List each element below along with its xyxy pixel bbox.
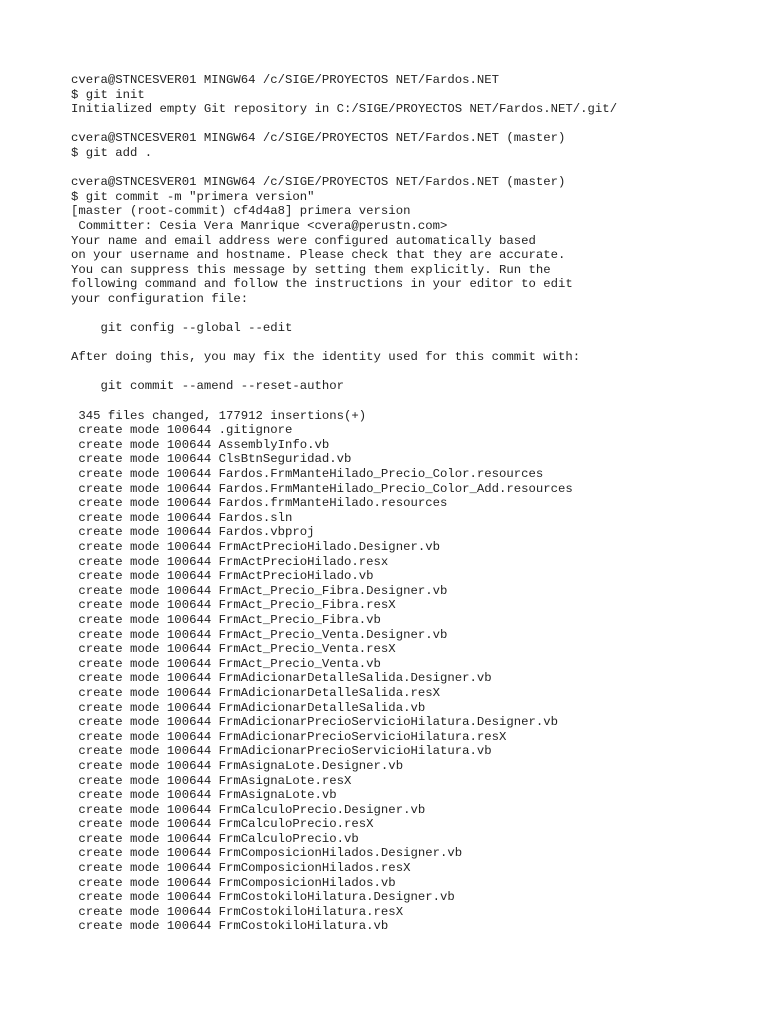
terminal-line: create mode 100644 FrmCostokiloHilatura.Designer.vb [71,890,455,905]
terminal-line: 345 files changed, 177912 insertions(+) [71,408,367,423]
terminal-line: create mode 100644 FrmAsignaLote.vb [71,788,337,803]
terminal-line: cvera@STNCESVER01 MINGW64 /c/SIGE/PROYECTOS NET/Fardos.NET [71,73,500,87]
terminal-line: create mode 100644 FrmAdicionarPrecioServicioHilatura.resX [71,729,507,744]
terminal-line: create mode 100644 Fardos.frmManteHilado.resources [71,496,448,511]
terminal-line: create mode 100644 FrmAdicionarDetalleSalida.resX [71,685,440,700]
terminal-line: create mode 100644 FrmAsignaLote.Designer.vb [71,758,404,773]
terminal-line: create mode 100644 ClsBtnSeguridad.vb [71,452,352,467]
terminal-line: create mode 100644 FrmActPrecioHilado.resx [71,554,389,569]
terminal-line: create mode 100644 .gitignore [71,423,293,438]
terminal-line: following command and follow the instructions in your editor to edit [71,277,573,292]
blank-line [71,336,761,351]
terminal-line: create mode 100644 FrmCostokiloHilatura.resX [71,904,404,919]
terminal-line: cvera@STNCESVER01 MINGW64 /c/SIGE/PROYECTOS NET/Fardos.NET (master) [71,131,566,146]
blank-line [71,161,761,176]
terminal-line: git commit --amend --reset-author [71,379,345,394]
terminal-line: $ git add . [71,145,153,160]
terminal-line: cvera@STNCESVER01 MINGW64 /c/SIGE/PROYECTOS NET/Fardos.NET (master) [71,175,566,190]
terminal-line: create mode 100644 FrmAct_Precio_Fibra.resX [71,598,396,613]
terminal-line: create mode 100644 Fardos.FrmManteHilado_Precio_Color.resources [71,467,544,482]
terminal-line: [master (root-commit) cf4d4a8] primera version [71,204,411,219]
blank-line [71,117,761,132]
terminal-line: create mode 100644 Fardos.FrmManteHilado_Precio_Color_Add.resources [71,481,573,496]
blank-line [71,365,761,380]
terminal-transcript [71,73,761,934]
terminal-line: create mode 100644 FrmAdicionarDetalleSalida.vb [71,700,426,715]
terminal-line: $ git commit -m "primera version" [71,189,315,204]
terminal-line: create mode 100644 FrmComposicionHilados.vb [71,875,396,890]
terminal-line: create mode 100644 FrmActPrecioHilado.Designer.vb [71,540,440,554]
terminal-line: your configuration file: [71,291,249,306]
terminal-line: create mode 100644 FrmActPrecioHilado.vb [71,569,374,584]
terminal-line: create mode 100644 FrmAct_Precio_Fibra.Designer.vb [71,583,448,598]
terminal-line: Initialized empty Git repository in C:/SIGE/PROYECTOS NET/Fardos.NET/.git/ [71,102,618,117]
terminal-line: on your username and hostname. Please check that they are accurate. [71,248,566,263]
terminal-line: create mode 100644 FrmCostokiloHilatura.vb [71,919,389,934]
terminal-line: create mode 100644 FrmAct_Precio_Fibra.vb [71,612,381,627]
terminal-line: create mode 100644 FrmCalculoPrecio.Designer.vb [71,802,426,817]
terminal-line: create mode 100644 Fardos.sln [71,510,293,525]
terminal-line: create mode 100644 FrmAsignaLote.resX [71,773,352,788]
terminal-line: create mode 100644 FrmAct_Precio_Venta.Designer.vb [71,627,448,642]
terminal-line: You can suppress this message by setting them explicitly. Run the [71,262,551,277]
terminal-line: create mode 100644 FrmAdicionarPrecioServicioHilatura.Designer.vb [71,715,559,730]
terminal-line: create mode 100644 FrmComposicionHilados.Designer.vb [71,846,463,861]
blank-line [71,394,761,409]
blank-line [71,307,761,322]
terminal-line: create mode 100644 FrmComposicionHilados.resX [71,861,411,876]
terminal-line: git config --global --edit [71,321,293,336]
terminal-line: Committer: Cesia Vera Manrique <cvera@perustn.com> [71,218,448,233]
terminal-line: create mode 100644 AssemblyInfo.vb [71,437,330,452]
terminal-line: After doing this, you may fix the identity used for this commit with: [71,350,581,365]
terminal-line: create mode 100644 FrmAct_Precio_Venta.vb [71,656,381,671]
terminal-line: create mode 100644 FrmCalculoPrecio.vb [71,831,359,846]
terminal-line: create mode 100644 Fardos.vbproj [71,525,315,540]
terminal-line: create mode 100644 FrmCalculoPrecio.resX [71,817,374,832]
terminal-line: Your name and email address were configured automatically based [71,233,536,248]
terminal-line: $ git init [71,87,145,102]
terminal-line: create mode 100644 FrmAdicionarPrecioServicioHilatura.vb [71,744,492,759]
terminal-line: create mode 100644 FrmAdicionarDetalleSalida.Designer.vb [71,671,492,686]
terminal-line: create mode 100644 FrmAct_Precio_Venta.resX [71,642,396,657]
